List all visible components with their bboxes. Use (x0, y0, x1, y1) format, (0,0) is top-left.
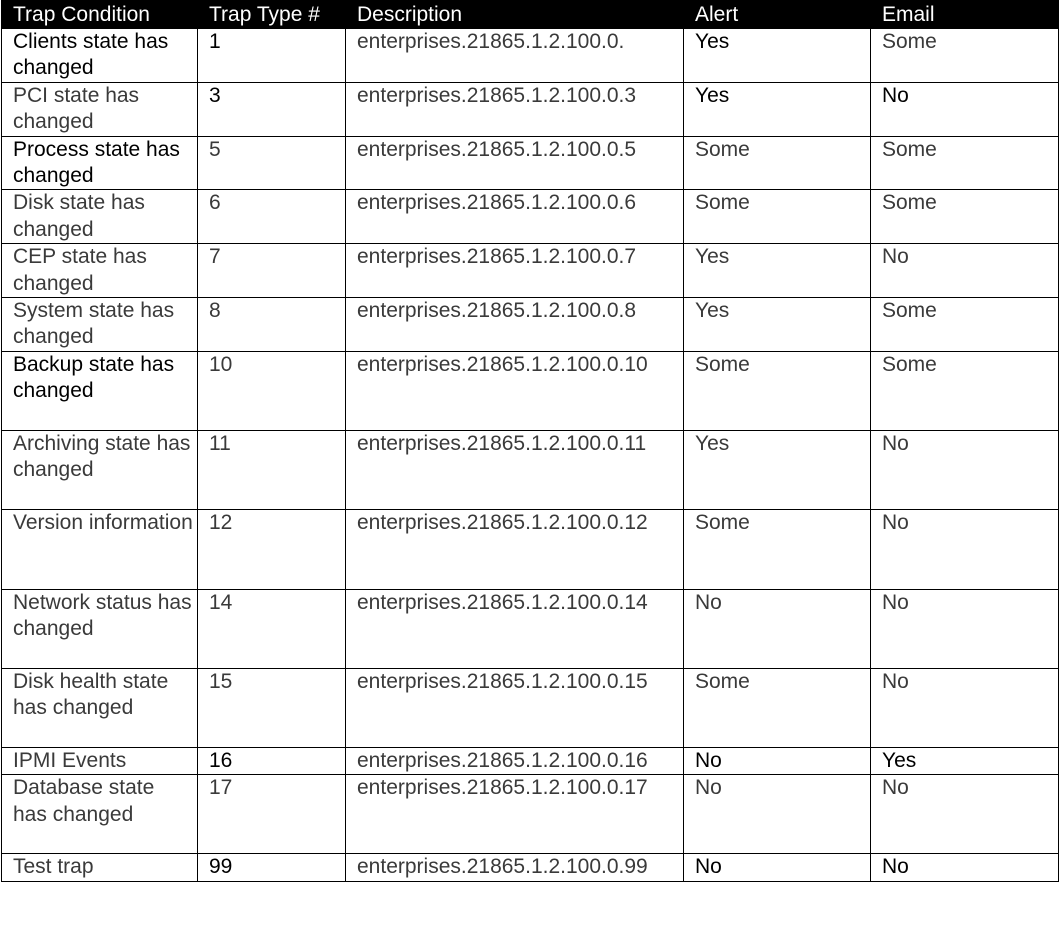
alert-cell: Yes (684, 29, 871, 83)
email-cell: No (871, 82, 1059, 136)
alert-cell: No (684, 589, 871, 668)
trap-type-cell: 5 (198, 136, 346, 190)
description-cell: enterprises.21865.1.2.100.0.12 (346, 509, 684, 589)
snmp-trap-table (1, 0, 1059, 882)
trap-type-cell: 8 (198, 298, 346, 352)
alert-cell: Some (684, 509, 871, 589)
description-cell: enterprises.21865.1.2.100.0.15 (346, 668, 684, 747)
alert-cell: Yes (684, 298, 871, 352)
description-cell: enterprises.21865.1.2.100.0.7 (346, 244, 684, 298)
description-cell: enterprises.21865.1.2.100.0.8 (346, 298, 684, 352)
email-cell: Some (871, 136, 1059, 190)
description-cell: enterprises.21865.1.2.100.0.11 (346, 430, 684, 509)
email-cell: No (871, 430, 1059, 509)
description-cell: enterprises.21865.1.2.100.0.17 (346, 775, 684, 854)
table-row (2, 589, 1059, 668)
trap-condition-cell: Database state has changed (2, 775, 198, 854)
email-cell: No (871, 244, 1059, 298)
table-row (2, 82, 1059, 136)
email-cell: Yes (871, 747, 1059, 774)
trap-condition-cell: Test trap (2, 854, 198, 881)
email-cell: Some (871, 298, 1059, 352)
table-row (2, 747, 1059, 774)
trap-condition-cell: Network status has changed (2, 589, 198, 668)
alert-cell: No (684, 775, 871, 854)
trap-condition-cell: Disk state has changed (2, 190, 198, 244)
table-row (2, 298, 1059, 352)
email-cell: No (871, 668, 1059, 747)
table-row (2, 668, 1059, 747)
trap-condition-cell: Disk health state has changed (2, 668, 198, 747)
header-alert: Alert (684, 1, 871, 29)
alert-cell: Some (684, 136, 871, 190)
trap-type-cell: 12 (198, 509, 346, 589)
alert-cell: Some (684, 668, 871, 747)
table-row (2, 244, 1059, 298)
header-trap-condition: Trap Condition (2, 1, 198, 29)
trap-type-cell: 14 (198, 589, 346, 668)
email-cell: No (871, 589, 1059, 668)
trap-condition-cell: PCI state has changed (2, 82, 198, 136)
description-cell: enterprises.21865.1.2.100.0. (346, 29, 684, 83)
alert-cell: No (684, 854, 871, 881)
description-cell: enterprises.21865.1.2.100.0.10 (346, 351, 684, 430)
alert-cell: Yes (684, 82, 871, 136)
email-cell: Some (871, 351, 1059, 430)
header-trap-type: Trap Type # (198, 1, 346, 29)
trap-condition-cell: Clients state has changed (2, 29, 198, 83)
email-cell: Some (871, 29, 1059, 83)
trap-type-cell: 3 (198, 82, 346, 136)
trap-condition-cell: IPMI Events (2, 747, 198, 774)
description-cell: enterprises.21865.1.2.100.0.16 (346, 747, 684, 774)
alert-cell: Some (684, 190, 871, 244)
trap-type-cell: 10 (198, 351, 346, 430)
table-row (2, 190, 1059, 244)
trap-type-cell: 1 (198, 29, 346, 83)
trap-type-cell: 15 (198, 668, 346, 747)
trap-type-cell: 17 (198, 775, 346, 854)
table-row (2, 136, 1059, 190)
trap-type-cell: 99 (198, 854, 346, 881)
trap-condition-cell: Version information (2, 509, 198, 589)
trap-type-cell: 7 (198, 244, 346, 298)
table-row (2, 29, 1059, 83)
alert-cell: Yes (684, 244, 871, 298)
alert-cell: Yes (684, 430, 871, 509)
header-email: Email (871, 1, 1059, 29)
table-row (2, 854, 1059, 881)
email-cell: No (871, 775, 1059, 854)
trap-type-cell: 6 (198, 190, 346, 244)
description-cell: enterprises.21865.1.2.100.0.99 (346, 854, 684, 881)
trap-type-cell: 16 (198, 747, 346, 774)
alert-cell: Some (684, 351, 871, 430)
table-row (2, 509, 1059, 589)
alert-cell: No (684, 747, 871, 774)
trap-condition-cell: Backup state has changed (2, 351, 198, 430)
email-cell: No (871, 854, 1059, 881)
description-cell: enterprises.21865.1.2.100.0.6 (346, 190, 684, 244)
table-row (2, 430, 1059, 509)
trap-condition-cell: System state has changed (2, 298, 198, 352)
header-description: Description (346, 1, 684, 29)
table-row (2, 775, 1059, 854)
trap-condition-cell: Process state has changed (2, 136, 198, 190)
description-cell: enterprises.21865.1.2.100.0.5 (346, 136, 684, 190)
description-cell: enterprises.21865.1.2.100.0.3 (346, 82, 684, 136)
table-row (2, 351, 1059, 430)
header-row (2, 1, 1059, 29)
email-cell: No (871, 509, 1059, 589)
trap-type-cell: 11 (198, 430, 346, 509)
trap-condition-cell: CEP state has changed (2, 244, 198, 298)
email-cell: Some (871, 190, 1059, 244)
trap-condition-cell: Archiving state has changed (2, 430, 198, 509)
description-cell: enterprises.21865.1.2.100.0.14 (346, 589, 684, 668)
